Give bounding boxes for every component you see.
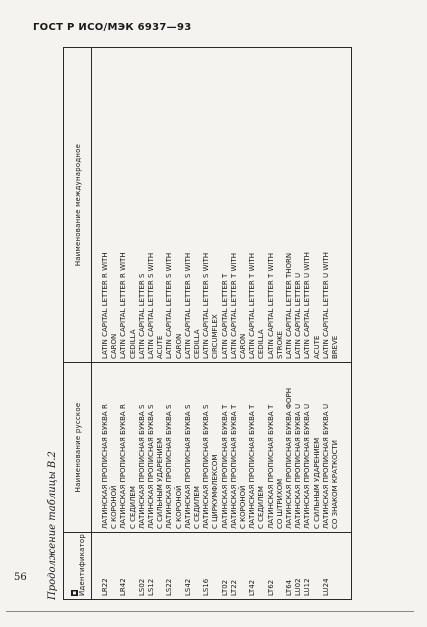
column-header-international: Наименование международное [64,48,92,363]
page-number: 56 [14,572,27,583]
table-row [92,48,352,600]
international-name-cell: LATIN CAPITAL LETTER R WITH CARON LATIN CAPITAL LETTER R WITH CEDILLA LATIN CAPITAL LETTER S LATIN CAPITAL LETTER S WITH ACUTE LATIN CAPITAL LETTER S WITH CARON LATIN CAPITAL LETTER S WITH CEDILLA LATIN CAPITAL LETTER S WITH CIRCUMFLEX LATIN CAPITAL LETTER T LATIN CAPITAL LETTER T WITH CARON LATIN CAPITAL LETTER T WITH CEDILLA LATIN CAPITAL LETTER T WITH STROKE LATIN CAPITAL LETTER THORN LATIN CAPITAL LETTER U LATIN CAPITAL LETTER U WITH ACUTE LATIN CAPITAL LETTER U WITH BREVE [92,48,352,363]
rotated-table-frame [45,48,385,600]
bottom-divider [6,611,414,612]
column-header-identifier [64,533,92,600]
table-header-row [64,48,92,600]
identifier-mark-icon: ▪ [70,590,78,595]
table-caption: Продолжение таблицы В.2 [47,451,58,600]
identifier-cell: LR22 LR42 LS02 LS12 LS22 LS42 LS16 LT02 LT22 LT42 LT62 LT64 LU02 LU12 LU24 [92,533,352,600]
document-header: ГОСТ Р ИСО/МЭК 6937—93 [33,22,192,33]
column-header-identifier-label: Идентификатор [77,533,86,596]
column-header-russian: Наименование русское [64,363,92,533]
russian-name-cell: ЛАТИНСКАЯ ПРОПИСНАЯ БУКВА R С КОРОНОЙ ЛАТИНСКАЯ ПРОПИСНАЯ БУКВА R С СЕДИЛЕМ ЛАТИНСКАЯ ПРОПИСНАЯ БУКВА S ЛАТИНСКАЯ ПРОПИСНАЯ БУКВА S С СИЛЬНЫМ УДАРЕНИЕМ ЛАТИНСКАЯ ПРОПИСНАЯ БУКВА S С КОРОНОЙ ЛАТИНСКАЯ ПРОПИСНАЯ БУКВА S С СЕДИЛЕМ ЛАТИНСКАЯ ПРОПИСНАЯ БУКВА S С ЦИРКУМФЛЕКСОМ ЛАТИНСКАЯ ПРОПИСНАЯ БУКВА T ЛАТИНСКАЯ ПРОПИСНАЯ БУКВА T С КОРОНОЙ ЛАТИНСКАЯ ПРОПИСНАЯ БУКВА T С СЕДИЛЕМ ЛАТИНСКАЯ ПРОПИСНАЯ БУКВА T СО ШТРИХОМ ЛАТИНСКАЯ ПРОПИСНАЯ БУКВА ФОРН ЛАТИНСКАЯ ПРОПИСНАЯ БУКВА U ЛАТИНСКАЯ ПРОПИСНАЯ БУКВА U С СИЛЬНЫМ УДАРЕНИЕМ ЛАТИНСКАЯ ПРОПИСНАЯ БУКВА U СО ЗНАКОМ КРАТКОСТИ [92,363,352,533]
character-table [63,47,352,600]
